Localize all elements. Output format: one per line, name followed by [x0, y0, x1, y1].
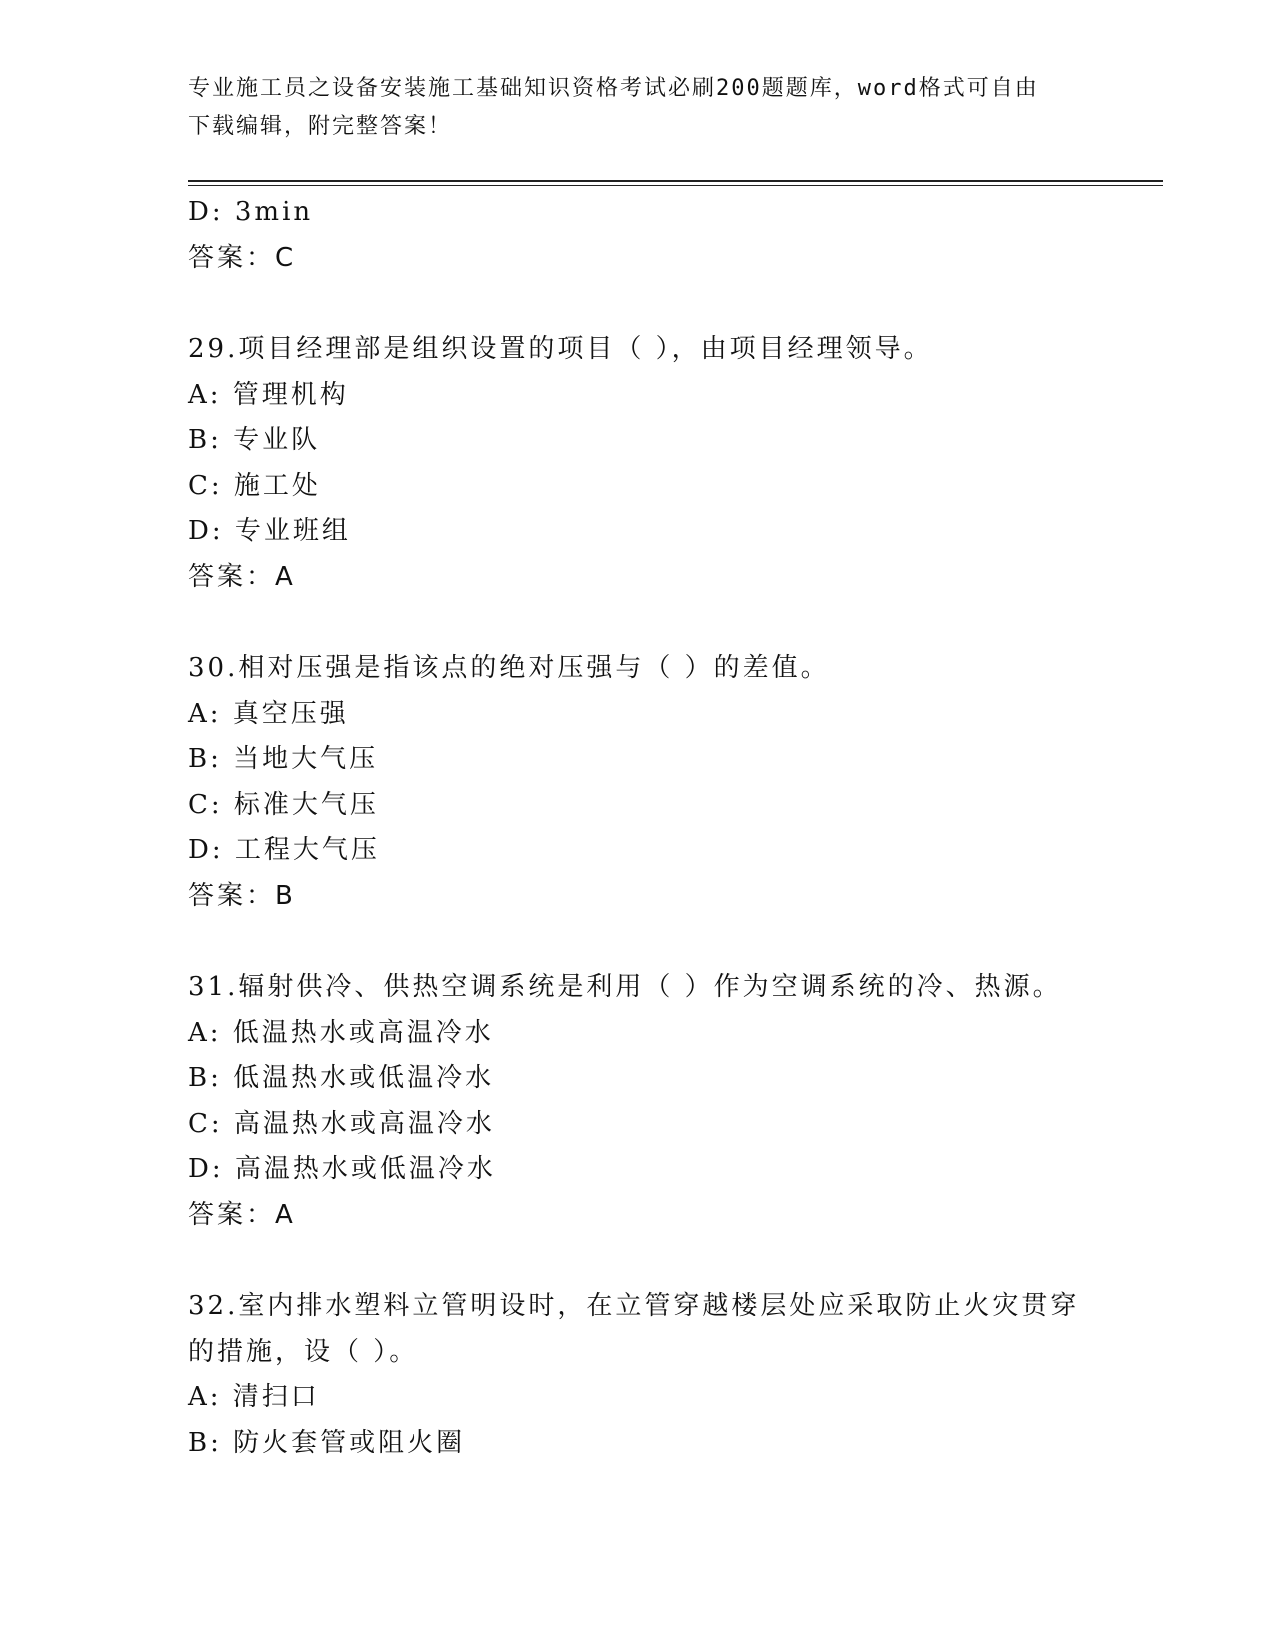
option-d: D: 高温热水或低温冷水: [188, 1154, 496, 1184]
question-list: [188, 190, 1128, 1466]
previous-question-tail: [188, 190, 1128, 281]
option-b: B: 低温热水或低温冷水: [188, 1063, 495, 1093]
question-text-line-2: 的措施，设（ ）。: [188, 1336, 419, 1367]
question-32: [188, 1284, 1128, 1466]
option-d: D: 3min: [188, 197, 314, 227]
spacer: [188, 281, 1128, 327]
question-text-line-1: 32.室内排水塑料立管明设时，在立管穿越楼层处应采取防止火灾贯穿: [188, 1291, 1080, 1321]
answer: 答案：A: [188, 1199, 296, 1230]
header-divider-bottom: [188, 185, 1163, 186]
question-30: [188, 646, 1128, 919]
header-line-2: 下载编辑，附完整答案！: [188, 114, 453, 139]
question-text: 31.辐射供冷、供热空调系统是利用（ ）作为空调系统的冷、热源。: [188, 972, 1062, 1002]
option-b: B: 当地大气压: [188, 744, 379, 774]
option-c: C: 施工处: [188, 470, 321, 501]
question-29: [188, 327, 1128, 600]
option-b: B: 防火套管或阻火圈: [188, 1427, 466, 1458]
option-a: A: 低温热水或高温冷水: [188, 1017, 494, 1048]
spacer: [188, 919, 1128, 965]
question-text: 29.项目经理部是组织设置的项目（ ），由项目经理领导。: [188, 334, 933, 364]
option-c: C: 标准大气压: [188, 789, 379, 820]
option-d: D: 专业班组: [188, 516, 351, 546]
option-a: A: 真空压强: [188, 698, 349, 729]
header-line-1: 专业施工员之设备安装施工基础知识资格考试必刷200题题库，word格式可自由: [188, 76, 1039, 101]
option-c: C: 高温热水或高温冷水: [188, 1108, 495, 1139]
spacer: [188, 600, 1128, 646]
option-a: A: 清扫口: [188, 1382, 320, 1412]
answer: 答案：B: [188, 880, 296, 911]
spacer: [188, 1238, 1128, 1284]
option-d: D: 工程大气压: [188, 835, 380, 865]
question-31: [188, 965, 1128, 1238]
answer: 答案：C: [188, 242, 297, 273]
option-a: A: 管理机构: [188, 379, 349, 410]
document-header: [188, 70, 1088, 146]
answer: 答案：A: [188, 561, 296, 592]
option-b: B: 专业队: [188, 425, 321, 455]
header-divider-top: [188, 180, 1163, 182]
question-text: 30.相对压强是指该点的绝对压强与（ ）的差值。: [188, 653, 830, 683]
